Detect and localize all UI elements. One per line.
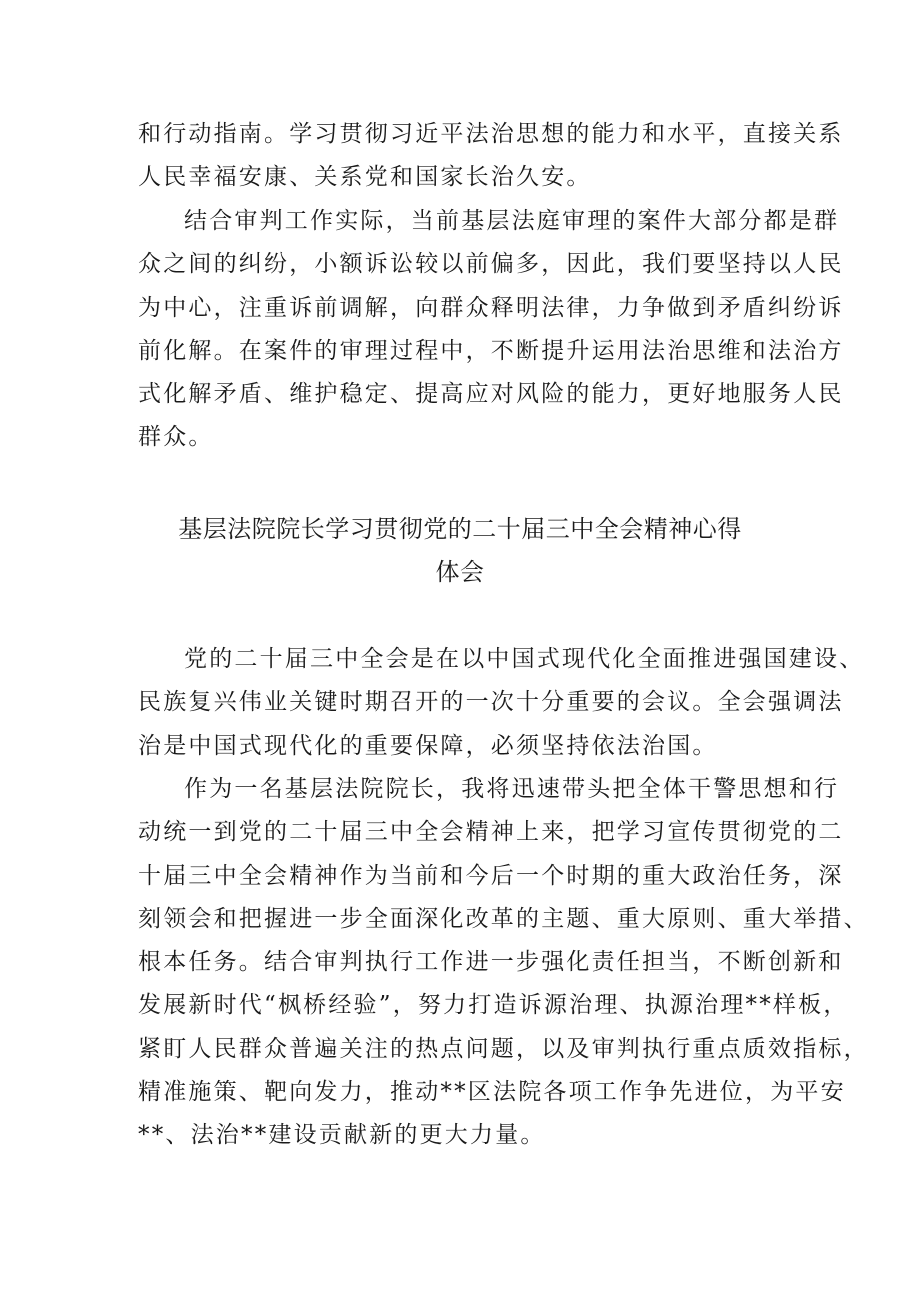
text-line: 刻领会和把握进一步全面深化改革的主题、重大原则、重大举措、 [138,905,869,932]
text-line: 发展新时代“枫桥经验”，努力打造诉源治理、执源治理**样板， [138,992,849,1019]
text-line: 作为一名基层法院院长，我将迅速带头把全体干警思想和行 [184,776,840,802]
text-line: **、法治**建设贡献新的更大力量。 [138,1122,546,1149]
text-line: 动统一到党的二十届三中全会精神上来，把学习宣传贯彻党的二 [138,819,844,846]
paragraph-plenum-intro [138,638,865,768]
text-line: 精准施策、靶向发力，推动**区法院各项工作争先进位，为平安 [138,1079,846,1106]
text-line: 式化解矛盾、维护稳定、提高应对风险的能力，更好地服务人民 [138,381,844,408]
paragraph-continuation [138,113,844,200]
text-line: 为中心，注重诉前调解，向群众释明法律，力争做到矛盾纠纷诉 [138,294,844,321]
paragraph-trial-work [138,200,844,460]
text-line: 紧盯人民群众普遍关注的热点问题，以及审判执行重点质效指标， [138,1035,869,1062]
text-line: 众之间的纠纷，小额诉讼较以前偏多，因此，我们要坚持以人民 [138,251,844,278]
article-title [0,508,920,594]
text-line: 和行动指南。学习贯彻习近平法治思想的能力和水平，直接关系 [138,121,844,147]
text-line: 十届三中全会精神作为当前和今后一个时期的重大政治任务，深 [138,862,844,889]
title-line: 体会 [435,558,485,586]
text-line: 治是中国式现代化的重要保障，必须坚持依法治国。 [138,732,718,759]
text-line: 结合审判工作实际，当前基层法庭审理的案件大部分都是群 [184,208,840,234]
text-line: 群众。 [138,424,214,451]
text-line: 根本任务。结合审判执行工作进一步强化责任担当，不断创新和 [138,949,844,976]
text-line: 党的二十届三中全会是在以中国式现代化全面推进强国建设、 [184,646,865,672]
text-line: 人民幸福安康、关系党和国家长治久安。 [138,164,592,191]
paragraph-president-commitment [138,768,869,1158]
text-line: 民族复兴伟业关键时期召开的一次十分重要的会议。全会强调法 [138,689,844,716]
title-line: 基层法院院长学习贯彻党的二十届三中全会精神心得 [178,515,742,543]
text-line: 前化解。在案件的审理过程中，不断提升运用法治思维和法治方 [138,337,844,364]
